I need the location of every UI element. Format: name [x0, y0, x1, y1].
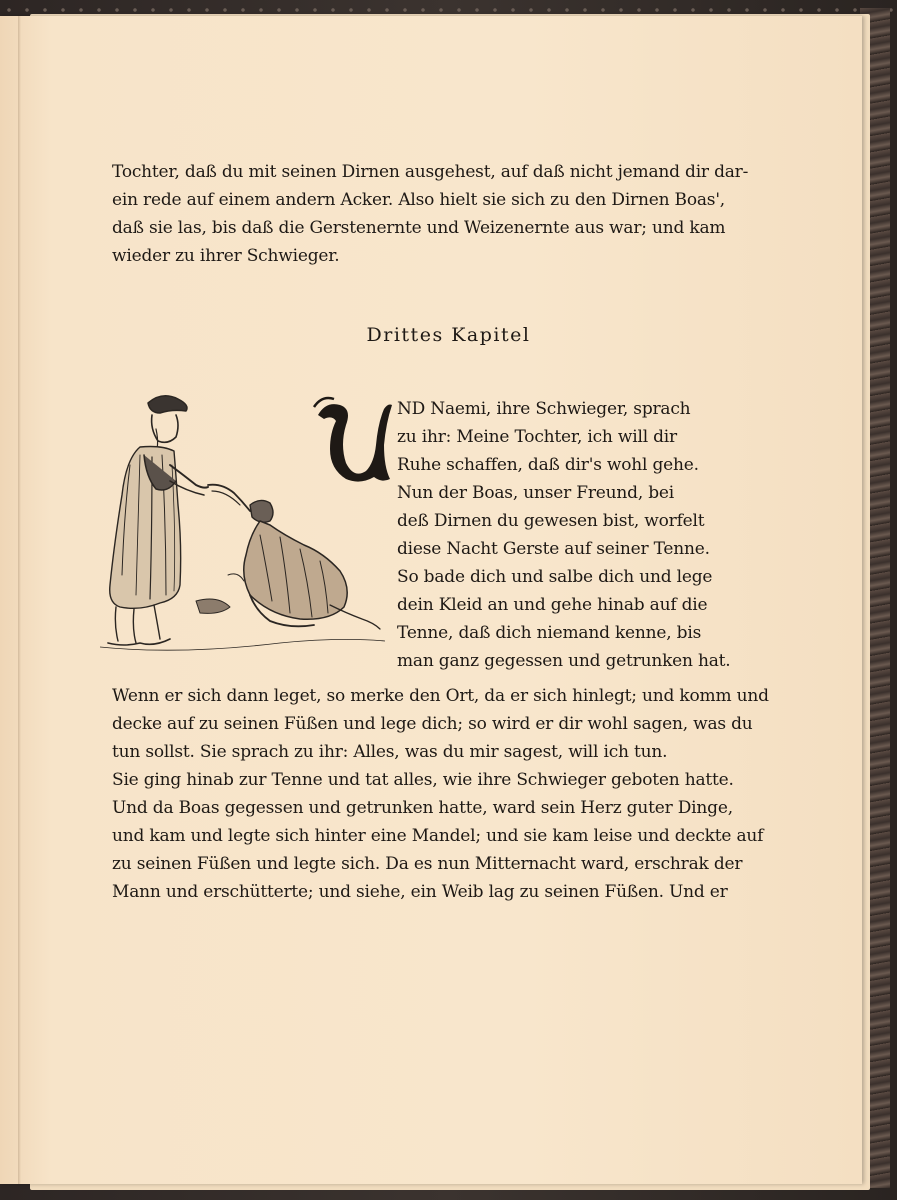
- text-line: dein Kleid an und gehe hinab auf die: [397, 595, 708, 615]
- text-line: Und da Boas gegessen und getrunken hatte, ward sein Herz guter Dinge,: [112, 798, 733, 818]
- text-line: und kam und legte sich hinter eine Mandel; und sie kam leise und deckte auf: [112, 826, 764, 846]
- text-line: deß Dirnen du gewesen bist, worfelt: [397, 511, 705, 531]
- text-line: decke auf zu seinen Füßen und lege dich; so wird er dir wohl sagen, was du: [112, 714, 753, 734]
- text-line: ND Naemi, ihre Schwieger, sprach: [397, 399, 691, 419]
- bottom-paragraph: [112, 682, 769, 906]
- side-paragraph: [397, 395, 731, 675]
- text-line: ein rede auf einem andern Acker. Also hielt sie sich zu den Dirnen Boas',: [112, 190, 726, 210]
- top-paragraph: [112, 158, 749, 270]
- text-line: zu seinen Füßen und legte sich. Da es nun Mitternacht ward, erschrak der: [112, 854, 743, 874]
- text-line: tun sollst. Sie sprach zu ihr: Alles, was du mir sagest, will ich tun.: [112, 742, 668, 762]
- initial-letter: U: [312, 393, 313, 394]
- text-line: Nun der Boas, unser Freund, bei: [397, 483, 675, 503]
- text-line: Tochter, daß du mit seinen Dirnen ausgehest, auf daß nicht jemand dir dar-: [112, 162, 749, 182]
- text-line: So bade dich und salbe dich und lege: [397, 567, 713, 587]
- page-gutter: [18, 16, 21, 1184]
- chapter-heading: Drittes Kapitel: [366, 324, 531, 346]
- text-line: man ganz gegessen und getrunken hat.: [397, 651, 731, 671]
- board-dotted-border: [0, 0, 897, 14]
- text-line: daß sie las, bis daß die Gerstenernte und Weizenernte aus war; und kam: [112, 218, 726, 238]
- drop-cap-initial: [312, 393, 394, 485]
- text-line: Ruhe schaffen, daß dir's wohl gehe.: [397, 455, 699, 475]
- text-line: Tenne, daß dich niemand kenne, bis: [397, 623, 702, 643]
- text-line: diese Nacht Gerste auf seiner Tenne.: [397, 539, 710, 559]
- text-line: Sie ging hinab zur Tenne und tat alles, wie ihre Schwieger geboten hatte.: [112, 770, 734, 790]
- text-line: wieder zu ihrer Schwieger.: [112, 246, 340, 266]
- text-line: Mann und erschütterte; und siehe, ein Weib lag zu seinen Füßen. Und er: [112, 882, 728, 902]
- text-line: Wenn er sich dann leget, so merke den Ort, da er sich hinlegt; und komm und: [112, 686, 769, 706]
- text-line: zu ihr: Meine Tochter, ich will dir: [397, 427, 677, 447]
